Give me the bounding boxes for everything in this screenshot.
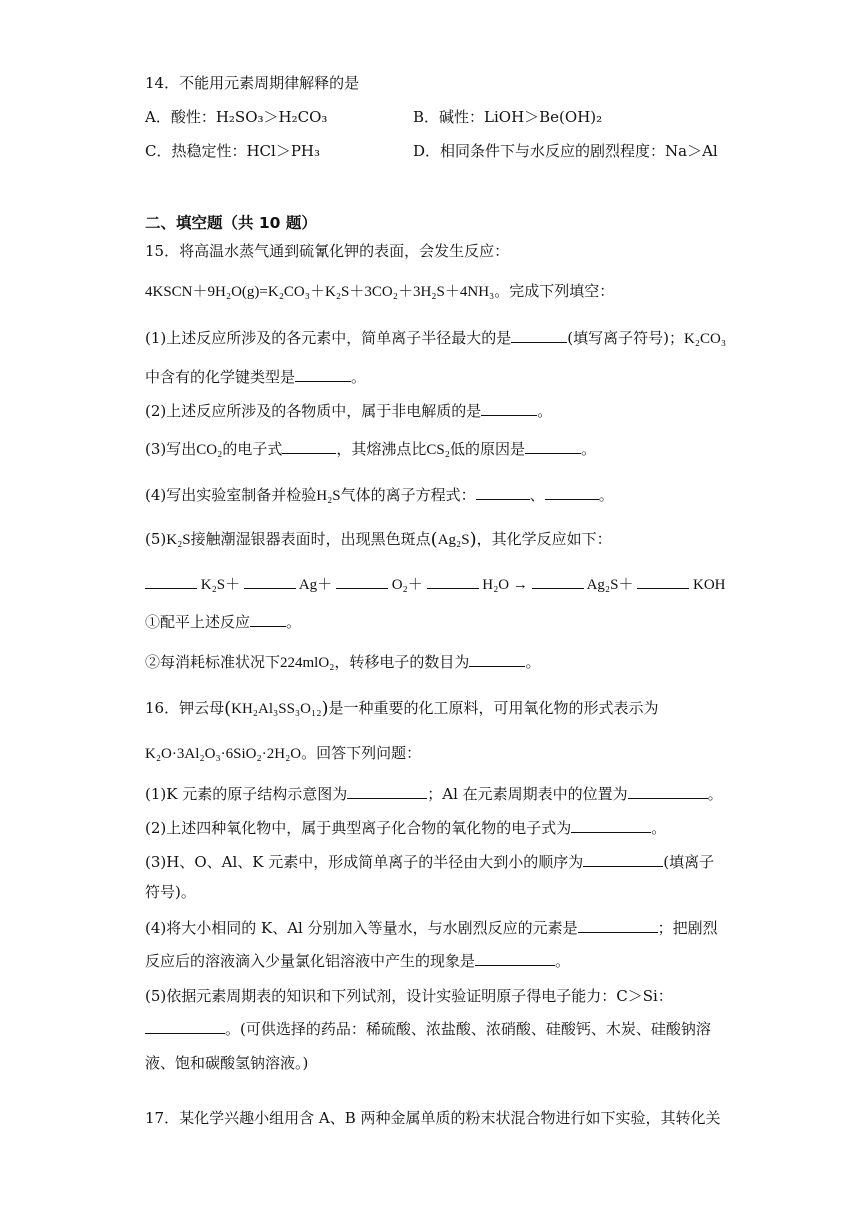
coefficient-blank[interactable]: [145, 574, 197, 589]
q15-part1-text-d: 中含有的化学键类型是: [145, 368, 296, 386]
q15-part1-line1: [145, 328, 726, 349]
q15-formula-cs2: CS₂: [426, 442, 450, 458]
q15-sub1-text: ①配平上述反应: [145, 613, 251, 631]
eq-term-k2s: K₂S＋: [200, 577, 241, 593]
q15-part2-end: 。: [537, 402, 553, 420]
q15-sub2-volume: 224mlO₂: [280, 655, 335, 671]
q15-part1-text-e: 。: [351, 368, 367, 386]
q15-part4-sep: 、: [529, 486, 545, 504]
coefficient-blank[interactable]: [244, 574, 296, 589]
q16-part1: [145, 784, 723, 804]
q15-part5-text-c: 接触潮湿银器表面时，出现黑色斑点: [190, 530, 431, 548]
q14-option-a: A．酸性：H₂SO₃＞H₂CO₃: [145, 108, 328, 126]
eq-term-koh: KOH: [693, 577, 726, 593]
q15-part3-text-f: 低的原因是: [449, 440, 525, 458]
paren-open: (: [224, 698, 232, 719]
answer-blank[interactable]: [511, 328, 567, 343]
q16-intro-a: 16．钾云母: [145, 699, 225, 717]
coefficient-blank[interactable]: [336, 574, 388, 589]
q16-part2: [145, 818, 666, 838]
q17-intro: 17．某化学兴趣小组用含 A、B 两种金属单质的粉末状混合物进行如下实验，其转化关: [145, 1109, 721, 1127]
q16-part1-text-a: (1)K 元素的原子结构示意图为: [145, 785, 348, 803]
q15-part2-text: (2)上述反应所涉及的各物质中，属于非电解质的是: [145, 402, 482, 420]
q15-balance-equation: [145, 574, 726, 595]
q16-part3-text-b: (填离子: [663, 853, 715, 871]
q16-part2-text: (2)上述四种氧化物中，属于典型离子化合物的氧化物的电子式为: [145, 819, 572, 837]
q15-formula-ag2s: Ag₂S: [437, 532, 470, 548]
q16-part5-line2: [145, 1019, 711, 1039]
q16-intro-b: 是一种重要的化工原料，可用氧化物的形式表示为: [328, 699, 659, 717]
q15-part1-line2: [145, 367, 366, 387]
q16-part4-text-c: 反应后的溶液滴入少量氯化铝溶液中产生的现象是: [145, 952, 476, 970]
coefficient-blank[interactable]: [427, 574, 479, 589]
q16-part3-line2: 符号)。: [145, 883, 196, 901]
q15-part4: [145, 485, 614, 506]
q16-part4-line1: [145, 918, 718, 938]
answer-blank[interactable]: [481, 401, 537, 416]
q15-formula-k2s: K₂S: [166, 532, 191, 548]
q16-oxide-formula: K₂O·3Al₂O₃·6SiO₂·2H₂O: [145, 746, 302, 762]
q15-equation-line: [145, 281, 614, 302]
eq-term-ag2s: Ag₂S＋: [586, 577, 634, 593]
q16-part3-text: (3)H、O、Al、K 元素中，形成简单离子的半径由大到小的顺序为: [145, 853, 584, 871]
q15-part3-text-c: 的电子式: [222, 440, 283, 458]
answer-blank[interactable]: [145, 1019, 225, 1034]
q15-sub1-end: 。: [286, 613, 302, 631]
q15-sub2: [145, 652, 540, 673]
q16-part4-text-a: (4)将大小相同的 K、Al 分别加入等量水，与水剧烈反应的元素是: [145, 919, 578, 937]
q15-equation: 4KSCN＋9H₂O(g)=K₂CO₃＋K₂S＋3CO₂＋3H₂S＋4NH₃: [145, 284, 495, 300]
answer-blank[interactable]: [628, 784, 708, 799]
q14-option-c: C．热稳定性：HCl＞PH₃: [145, 142, 321, 160]
q16-part4-line2: [145, 951, 570, 971]
q15-part4-text-c: 气体的离子方程式：: [340, 486, 476, 504]
q16-part1-text-b: ；Al 在元素周期表中的位置为: [427, 785, 628, 803]
q16-part4-end: 。: [555, 952, 571, 970]
q16-part1-end: 。: [707, 785, 723, 803]
q16-part5-line3: 液、饱和碳酸氢钠溶液。): [145, 1054, 309, 1072]
q15-part5: [145, 529, 612, 550]
paren-open: (: [430, 529, 438, 550]
answer-blank[interactable]: [545, 485, 599, 500]
q16-intro: [145, 698, 659, 719]
eq-term-o2: O₂＋: [391, 577, 423, 593]
q16-formula: KH₂Al₃SS₃O₁₂: [231, 701, 322, 717]
answer-blank[interactable]: [583, 852, 663, 867]
coefficient-blank[interactable]: [532, 574, 584, 589]
q16-oxide-line: [145, 743, 421, 764]
answer-blank[interactable]: [250, 612, 286, 627]
q14-stem: 14．不能用元素周期律解释的是: [145, 74, 360, 92]
answer-blank[interactable]: [578, 918, 658, 933]
q15-sub1: [145, 612, 301, 632]
paren-close: ): [469, 529, 477, 550]
q16-part5-line1: (5)依据元素周期表的知识和下列试剂，设计实验证明原子得电子能力：C＞Si：: [145, 987, 673, 1005]
q16-part3-line1: [145, 852, 714, 872]
eq-term-ag: Ag＋: [298, 577, 333, 593]
q15-part3: [145, 439, 596, 460]
answer-blank[interactable]: [347, 784, 427, 799]
q15-part1-text-a: (1)上述反应所涉及的各元素中，简单离子半径最大的是: [145, 329, 512, 347]
q16-oxide-tail: 。回答下列问题：: [301, 744, 422, 762]
q15-sub2-end: 。: [525, 653, 541, 671]
q15-sub2-text-a: ②每消耗标准状况下: [145, 653, 281, 671]
answer-blank[interactable]: [295, 367, 351, 382]
q15-equation-tail: 。完成下列填空：: [494, 282, 615, 300]
answer-blank[interactable]: [476, 485, 530, 500]
q16-part4-text-b: ；把剧烈: [657, 919, 718, 937]
coefficient-blank[interactable]: [637, 574, 689, 589]
answer-blank[interactable]: [525, 439, 581, 454]
q15-part4-text-a: (4)写出实验室制备并检验: [145, 486, 317, 504]
section-heading: 二、填空题（共 10 题）: [145, 214, 317, 232]
answer-blank[interactable]: [469, 652, 525, 667]
q15-formula-k2co3: K₂CO₃: [683, 331, 727, 347]
q14-option-b: B．碱性：LiOH＞Be(OH)₂: [413, 108, 603, 126]
eq-term-h2o: H₂O →: [482, 577, 528, 593]
q15-part1-text-b: (填写离子符号)；: [567, 329, 684, 347]
q14-option-d: D．相同条件下与水反应的剧烈程度：Na＞Al: [413, 142, 718, 160]
q15-part5-text-e: ，其化学反应如下：: [476, 530, 612, 548]
answer-blank[interactable]: [475, 951, 555, 966]
q15-part5-text-a: (5): [145, 530, 167, 548]
q16-part2-end: 。: [651, 819, 667, 837]
q15-sub2-text-c: ，转移电子的数目为: [334, 653, 470, 671]
q15-formula-h2s: H₂S: [316, 488, 341, 504]
q15-part4-end: 。: [598, 486, 614, 504]
q15-part3-end: 。: [580, 440, 596, 458]
q15-part3-text-a: (3)写出: [145, 440, 197, 458]
q15-formula-co2: CO₂: [196, 442, 223, 458]
answer-blank[interactable]: [282, 439, 336, 454]
q15-part3-text-d: ，其熔沸点比: [336, 440, 427, 458]
q15-part2: [145, 401, 552, 421]
q15-intro: 15．将高温水蒸气通到硫氰化钾的表面，会发生反应：: [145, 242, 510, 260]
answer-blank[interactable]: [571, 818, 651, 833]
q16-part5-text-b: 。(可供选择的药品：稀硫酸、浓盐酸、浓硝酸、硅酸钙、木炭、硅酸钠溶: [225, 1020, 711, 1038]
paren-close: ): [321, 698, 329, 719]
